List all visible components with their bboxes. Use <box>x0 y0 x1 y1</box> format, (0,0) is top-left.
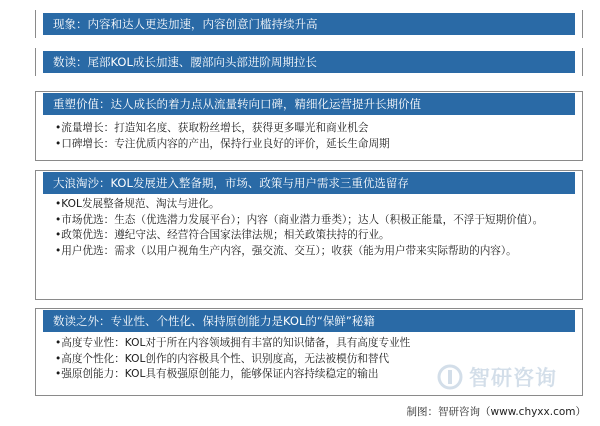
section-4-bullet: •用户优选：需求（以用户视角生产内容，强交流、交互）；收获（能为用户带来实际帮助的内容）。 <box>55 244 517 257</box>
section-3-bullets <box>55 121 570 152</box>
section-1-title: 现象：内容和达人更迭加速，内容创意门槛持续升高 <box>43 13 575 35</box>
section-4-bullet: •KOL发展整备规范、淘汰与进化。 <box>55 198 220 210</box>
source-credit: 制图：智研咨询（www.chyxx.com） <box>406 406 586 418</box>
section-2-title: 数读：尾部KOL成长加速、腰部向头部进阶周期拉长 <box>43 51 575 73</box>
section-3-title: 重塑价值：达人成长的着力点从流量转向口碑，精细化运营提升长期价值 <box>43 93 575 115</box>
watermark-text: 智研咨询 <box>469 366 557 390</box>
section-4-bullet: •市场优选：生态（优选潜力发展平台）；内容（商业潜力垂类）；达人（积极正能量，不浮于短期价值）。 <box>55 213 544 226</box>
section-5-title: 数读之外：专业性、个性化、保持原创能力是KOL的“保鲜”秘籍 <box>43 310 575 332</box>
section-4-bullet: •政策优选：遵纪守法、经营符合国家法律法规；相关政策扶持的行业。 <box>55 229 390 241</box>
section-4-title: 大浪淘沙：KOL发展进入整备期，市场、政策与用户需求三重优选留存 <box>43 172 575 194</box>
section-5-bullet: •高度个性化：KOL创作的内容极具个性、识别度高，无法被模仿和替代 <box>55 352 390 365</box>
brand-logo-icon <box>437 364 463 390</box>
section-5-bullet: •高度专业性：KOL对于所在内容领域拥有丰富的知识储备，具有高度专业性 <box>55 337 411 349</box>
section-4-bullets <box>55 197 570 259</box>
section-3-bullet: •口碑增长：专注优质内容的产出，保持行业良好的评价，延长生命周期 <box>55 137 390 150</box>
section-3-bullet: •流量增长：打造知名度、获取粉丝增长，获得更多曝光和商业机会 <box>55 122 369 134</box>
section-5-bullet: •强原创能力：KOL具有极强原创能力，能够保证内容持续稳定的输出 <box>55 368 379 380</box>
brand-watermark <box>437 362 587 392</box>
